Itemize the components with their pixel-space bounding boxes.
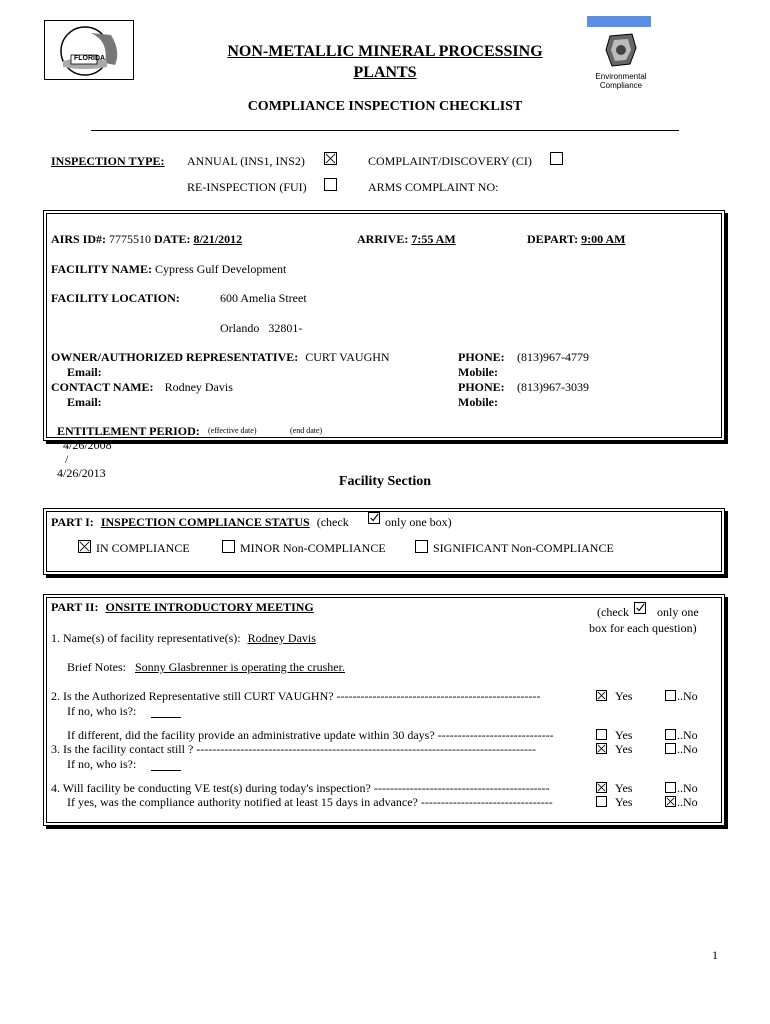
q4b-yes-checkbox[interactable] — [596, 796, 607, 807]
page-number: 1 — [712, 948, 718, 962]
facility-name-value: Cypress Gulf Development — [155, 262, 287, 276]
q3-sub — [67, 757, 136, 771]
entitlement-sep: / — [65, 452, 69, 466]
q4b-yes-label: Yes — [615, 795, 633, 809]
facility-name-row — [51, 262, 286, 276]
q2-sub-blank[interactable] — [151, 717, 181, 718]
part2-label: PART II: — [51, 600, 99, 614]
contact-email-label: Email: — [67, 395, 102, 409]
owner-label: OWNER/AUTHORIZED REPRESENTATIVE: — [51, 350, 299, 364]
q4-yes-checkbox[interactable] — [596, 782, 607, 793]
q3-sub-label: If no, who is?: — [67, 757, 137, 771]
end-date-note: (end date) — [290, 426, 323, 435]
brief-notes-label: Brief Notes: — [67, 660, 126, 674]
annual-label: ANNUAL (INS1, INS2) — [187, 154, 305, 168]
in-compliance-checkbox[interactable] — [78, 540, 91, 553]
contact-row — [51, 380, 233, 394]
part1-label: PART I: — [51, 515, 94, 529]
owner-value: CURT VAUGHN — [305, 350, 390, 364]
part2-title: ONSITE INTRODUCTORY MEETING — [105, 600, 314, 614]
facility-section-title: Facility Section — [338, 474, 432, 489]
significant-noncompliance-checkbox[interactable] — [415, 540, 428, 553]
phone2-label: PHONE: — [458, 380, 505, 394]
depart-row — [527, 232, 625, 246]
part1-check-note-pre: (check — [316, 515, 349, 529]
phone-value: (813)967-4779 — [517, 350, 589, 364]
facility-location-line1: 600 Amelia Street — [220, 291, 307, 305]
environmental-compliance-icon — [596, 30, 646, 72]
left-logo — [44, 20, 134, 80]
q3-text: 3. Is the facility contact still ? ------------------------------------------------------------------------------------- — [51, 742, 536, 756]
q1-label: 1. Name(s) of facility representative(s): — [51, 631, 241, 645]
logo-text: FLORIDA — [74, 55, 106, 62]
q1-value: Rodney Davis — [247, 631, 316, 645]
airs-value: 7775510 — [109, 232, 152, 246]
arrive-value: 7:55 AM — [411, 232, 456, 246]
check-sample-icon-2 — [634, 602, 646, 614]
depart-value: 9:00 AM — [581, 232, 626, 246]
part1-check-note-post: only one box) — [385, 515, 452, 529]
airs-row — [51, 232, 242, 246]
header-divider — [91, 130, 679, 131]
airs-label: AIRS ID#: — [51, 232, 107, 246]
arms-label: ARMS COMPLAINT NO: — [368, 180, 499, 194]
part2-header — [51, 600, 314, 614]
date-label: DATE: — [154, 232, 191, 246]
q4-yes-label: Yes — [615, 781, 633, 795]
env-compliance-label-1: Environmental — [595, 72, 647, 81]
q4-no-label: ..No — [677, 781, 698, 795]
env-compliance-label-2: Compliance — [599, 81, 643, 90]
page-title-line2: PLANTS — [353, 64, 417, 81]
contact-value: Rodney Davis — [164, 380, 233, 394]
entitlement-label: ENTITLEMENT PERIOD: — [57, 424, 200, 438]
minor-noncompliance-label: MINOR Non-COMPLIANCE — [240, 541, 386, 555]
q2b-no-checkbox[interactable] — [665, 729, 676, 740]
q3-yes-checkbox[interactable] — [596, 743, 607, 754]
entitlement-row — [51, 410, 200, 480]
q2-sub — [67, 704, 136, 718]
florida-seal-icon — [45, 21, 133, 79]
check-sample-icon — [368, 512, 380, 524]
q4b-no-label: ..No — [677, 795, 698, 809]
q2-text: 2. Is the Authorized Representative still CURT VAUGHN? --------------------------------------------------- — [51, 689, 541, 703]
q2b-yes-label: Yes — [615, 728, 633, 742]
page-title: NON-METALLIC MINERAL PROCESSING — [227, 43, 543, 60]
brief-notes-value: Sonny Glasbrenner is operating the crusher. — [135, 660, 345, 674]
brief-notes-row — [67, 660, 345, 674]
q4-no-checkbox[interactable] — [665, 782, 676, 793]
facility-name-label: FACILITY NAME: — [51, 262, 152, 276]
arrive-label: ARRIVE: — [357, 232, 409, 246]
reinspection-checkbox[interactable] — [324, 178, 337, 191]
checklist-subtitle: COMPLIANCE INSPECTION CHECKLIST — [247, 99, 523, 114]
annual-checkbox[interactable] — [324, 152, 337, 165]
facility-location-line2: Orlando 32801- — [220, 321, 303, 335]
significant-noncompliance-label: SIGNIFICANT Non-COMPLIANCE — [433, 541, 614, 555]
q3-yes-label: Yes — [615, 742, 633, 756]
reinspection-label: RE-INSPECTION (FUI) — [187, 180, 307, 194]
q2-yes-label: Yes — [615, 689, 633, 703]
mobile-label: Mobile: — [458, 365, 498, 379]
in-compliance-label: IN COMPLIANCE — [96, 541, 190, 555]
q4b-no-checkbox[interactable] — [665, 796, 676, 807]
depart-label: DEPART: — [527, 232, 579, 246]
date-value: 8/21/2012 — [193, 232, 243, 246]
q2-sub-label: If no, who is?: — [67, 704, 137, 718]
owner-email-label: Email: — [67, 365, 102, 379]
part2-check-note-post: only one — [657, 605, 699, 619]
part2-check-note-pre: (check — [597, 605, 629, 619]
phone2-value: (813)967-3039 — [517, 380, 589, 394]
mobile2-label: Mobile: — [458, 395, 498, 409]
effective-date-note: (effective date) — [208, 426, 257, 435]
minor-noncompliance-checkbox[interactable] — [222, 540, 235, 553]
q2b-yes-checkbox[interactable] — [596, 729, 607, 740]
accent-bar — [587, 16, 651, 27]
q3-no-checkbox[interactable] — [665, 743, 676, 754]
q4b-text: If yes, was the compliance authority notified at least 15 days in advance? --------------------------------- — [67, 795, 553, 809]
q2b-no-label: ..No — [677, 728, 698, 742]
complaint-label: COMPLAINT/DISCOVERY (CI) — [368, 154, 532, 168]
complaint-checkbox[interactable] — [550, 152, 563, 165]
entitlement-start: 4/26/2008 — [63, 438, 112, 452]
q2-no-checkbox[interactable] — [665, 690, 676, 701]
part1-header — [51, 515, 349, 529]
facility-location-label: FACILITY LOCATION: — [51, 291, 180, 305]
owner-row — [51, 350, 390, 364]
q2-no-label: ..No — [677, 689, 698, 703]
q3-sub-blank[interactable] — [151, 770, 181, 771]
part1-title: INSPECTION COMPLIANCE STATUS — [100, 515, 310, 529]
q2-yes-checkbox[interactable] — [596, 690, 607, 701]
contact-label: CONTACT NAME: — [51, 380, 154, 394]
q2b-text: If different, did the facility provide an administrative update within 30 days? ----------------------------- — [67, 728, 554, 742]
entitlement-end: 4/26/2013 — [57, 466, 106, 480]
q1-row — [51, 631, 316, 645]
phone-label: PHONE: — [458, 350, 505, 364]
inspection-type-label: INSPECTION TYPE: — [51, 154, 165, 168]
q3-no-label: ..No — [677, 742, 698, 756]
q4-text: 4. Will facility be conducting VE test(s) during today's inspection? -------------------------------------------- — [51, 781, 550, 795]
arrive-row — [357, 232, 456, 246]
part2-check-note-line2: box for each question) — [589, 621, 697, 635]
right-logo — [596, 30, 646, 72]
